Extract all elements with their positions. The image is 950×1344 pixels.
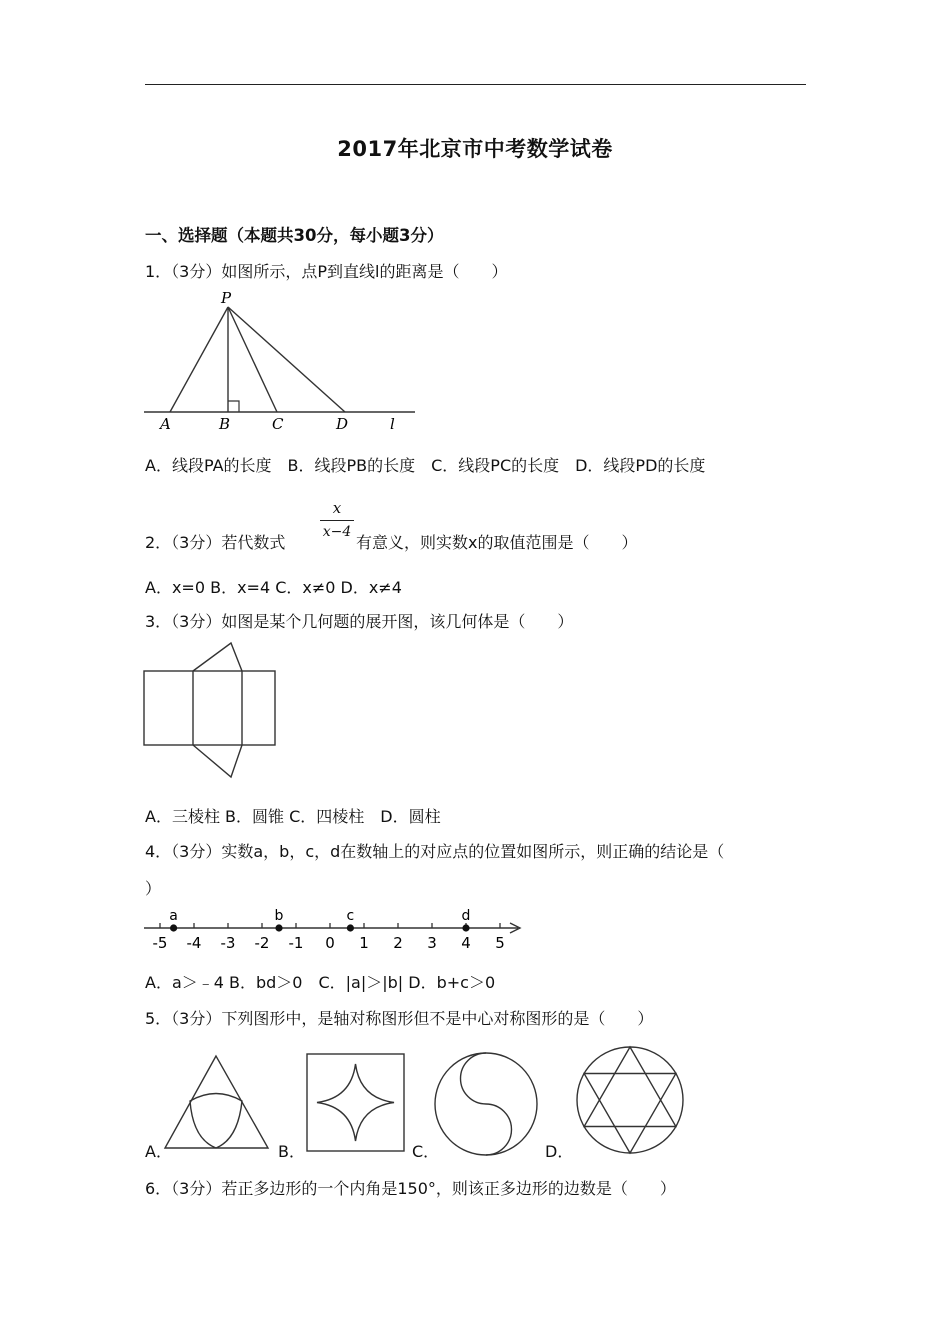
question-4-options: A．a＞﹣4 B．bd＞0 C．|a|＞|b| D．b+c＞0	[145, 973, 496, 992]
point-d	[462, 924, 469, 931]
axis-tick-label: -1	[288, 934, 304, 952]
question-2-options: A．x=0 B．x=4 C．x≠0 D．x≠4	[145, 578, 402, 597]
axis-tick-label: 2	[393, 934, 403, 952]
question-3-options: A．三棱柱 B．圆锥 C．四棱柱 D．圆柱	[145, 807, 441, 826]
label-c: C	[272, 415, 284, 433]
segment-pc	[228, 307, 277, 412]
point-a	[170, 924, 177, 931]
point-label-b: b	[274, 908, 284, 924]
segment-pa	[170, 307, 228, 412]
axis-tick-label: 3	[427, 934, 437, 952]
triangle-down	[584, 1074, 676, 1154]
question-3-stem: 3．（3分）如图是某个几何题的展开图，该几何体是（ ）	[145, 612, 574, 631]
question-2-stem-end: 有意义，则实数x的取值范围是（ ）	[356, 533, 638, 552]
point-label-c: c	[346, 908, 355, 924]
q5-label-c: C．	[412, 1142, 440, 1161]
point-b	[275, 924, 282, 931]
fraction-denominator: x−4	[322, 524, 352, 540]
fraction-numerator: x	[332, 499, 342, 517]
axis-tick-label: 1	[359, 934, 369, 952]
q1-figure	[140, 287, 420, 435]
reuleaux-shape	[190, 1094, 242, 1149]
question-5-stem: 5．（3分）下列图形中，是轴对称图形但不是中心对称图形的是（ ）	[145, 1009, 654, 1028]
axis-tick-label: 4	[461, 934, 471, 952]
square-outline	[307, 1054, 404, 1151]
q4-number-line	[140, 904, 530, 956]
question-1-options: A．线段PA的长度 B．线段PB的长度 C．线段PC的长度 D．线段PD的长度	[145, 456, 706, 475]
question-6-stem: 6．（3分）若正多边形的一个内角是150°，则该正多边形的边数是（ ）	[145, 1179, 676, 1198]
q5-figure-b	[305, 1052, 407, 1154]
question-1-stem: 1．（3分）如图所示，点P到直线l的距离是（ ）	[145, 262, 508, 281]
question-2-stem-start: 2．（3分）若代数式	[145, 533, 286, 552]
q5-figure-c	[432, 1050, 540, 1158]
question-4-stem-line1: 4．（3分）实数a，b，c，d在数轴上的对应点的位置如图所示，则正确的结论是（	[145, 842, 725, 861]
header-rule	[145, 84, 806, 85]
label-a: A	[160, 415, 171, 433]
exam-title: 2017年北京市中考数学试卷	[337, 137, 613, 161]
circle-outline	[577, 1047, 683, 1153]
q3-net-figure	[140, 640, 285, 785]
fraction-bar	[320, 520, 354, 521]
q5-label-d: D．	[545, 1142, 574, 1161]
axis-tick-label: -5	[152, 934, 168, 952]
four-point-star	[317, 1064, 394, 1141]
axis-tick-label: -3	[220, 934, 236, 952]
point-label-a: a	[169, 908, 178, 924]
s-curve	[461, 1053, 512, 1155]
net-rectangles-outline	[144, 671, 275, 745]
label-l: l	[390, 415, 395, 433]
label-p: P	[221, 289, 232, 307]
axis-tick-label: 5	[495, 934, 505, 952]
q5-figure-a	[160, 1052, 276, 1154]
label-b: B	[219, 415, 231, 433]
axis-tick-label: -2	[254, 934, 270, 952]
q5-label-b: B．	[278, 1142, 305, 1161]
triangle-up	[584, 1047, 676, 1127]
net-triangle-bottom	[193, 745, 242, 777]
q2-fraction	[320, 498, 354, 541]
point-label-d: d	[461, 908, 471, 924]
question-4-stem-line2: ）	[145, 879, 162, 898]
q5-figure-d	[574, 1044, 686, 1156]
triangle-outline	[165, 1056, 268, 1148]
axis-tick-label: -4	[186, 934, 202, 952]
section-heading: 一、选择题（本题共30分，每小题3分）	[145, 226, 444, 245]
right-angle-mark	[228, 401, 239, 412]
net-triangle-top	[193, 643, 242, 671]
label-d: D	[336, 415, 349, 433]
q5-label-a: A．	[145, 1142, 172, 1161]
segment-pd	[228, 307, 345, 412]
point-c	[347, 924, 354, 931]
axis-tick-label: 0	[325, 934, 335, 952]
